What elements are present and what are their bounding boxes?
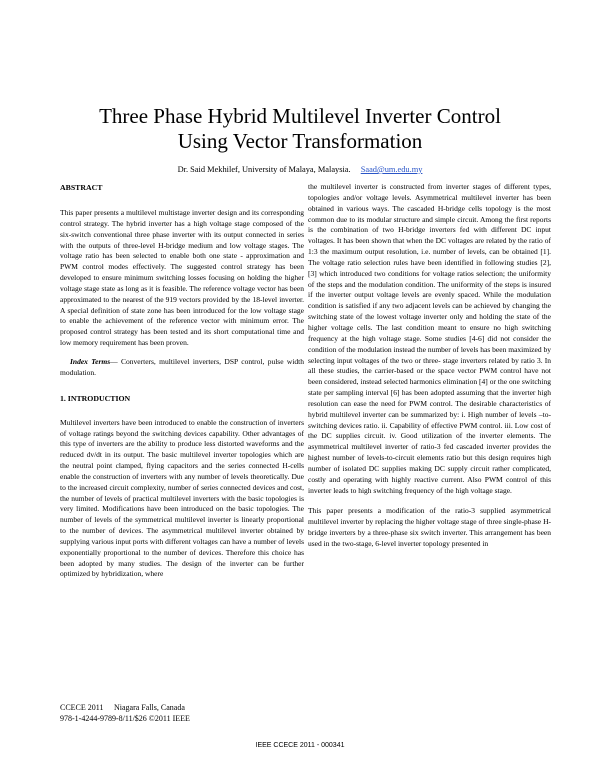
author-email-link[interactable]: Saad@um.edu.my (360, 165, 423, 174)
introduction-body: Multilevel inverters have been introduced to enable the construction of inverters of voltage ratings beyond the switching devices capability. Other advantages of this type of inverters are the ability to produce less distorted waveforms and the reduced dv/dt in its output. The basic multilevel inverter topologies which are the neutral point clamped, flying capacitors and the series connected H-cells enable the construction of inverters with any number of levels theoretically. Due to the increased circuit complexity, number of series connected devices and cost, the number of levels of practical multilevel inverters with the basic topologies is very limited. Modifications have been introduced on the basic topologies. The number of levels of the symmetrical multilevel inverter is linearly proportional to the number of devices. The asymmetrical multilevel inverter obtained by supplying various input ports with different voltages can have a number of levels exponentially proportional to the number of devices. Therefore this choice has been adopted by many studies. The design of the inverter can be further optimized by hybridization, where (60, 417, 304, 579)
paper-title (0, 104, 600, 154)
left-column (60, 182, 304, 580)
abstract-heading: ABSTRACT (60, 183, 103, 192)
conference-location: Niagara Falls, Canada (114, 703, 185, 712)
right-paragraph-2: This paper presents a modification of the ratio-3 supplied asymmetrical multilevel inverter by replacing the higher voltage stage of three single-phase H-bridge inverters by a three-phase six switch inverter. This arrangement has been used in the two-stage, 6-level inverter topology presented in (308, 506, 551, 548)
right-paragraph-1: the multilevel inverter is constructed from inverter stages of different types, topologies and/or voltage levels. Asymmetrical multilevel inverter has been obtained in various ways. The cascaded H-bridge cells topology is the most common due to its modular structure and simple circuit. Among the first reports is the combination of two H-bridge inverters fed with different DC input voltages. It has been shown that when the DC voltages are related by the ratio of 1:3 the maximum output resolution, i.e. number of levels, can be obtained [1]. The voltage ratio selection rules have been identified in following studies [2], [3] which introduced two conditions for voltage ratios selection; the uniformity of the steps and the modulation condition. The uniformity of the steps is insured if the inverter output voltage levels are evenly spaced. While the modulation condition is satisfied if any two adjacent levels can be achieved by changing the switching state of the lowest voltage inverter only and holding the state of the higher voltage cells. The last condition meant to ensure no high switching frequency at the high voltage stage. Some studies [4-6] did not consider the condition of the modulation instead the number of levels has been maximized by selecting input voltages of the two or three- stage inverters related by ratio 3. In all these studies, the carrier-based or the space vector PWM control have not been considered, instead selected harmonics elimination [4] or the one switching state per sampling interval [6] has been adopted assuming that the inverter high resolution can ease the need for PWM control. The desirable characteristics of hybrid multilevel inverter can be summarized by: i. High number of levels –to-switching devices ratio. ii. Capability of effective PWM control. iii. Low cost of the DC supplies circuit. iv. Good utilization of the inverter elements. The asymmetrical multilevel inverter of ratio-3 fed cascaded inverter provides the highest number of levels-to-circuit elements ratio but this design requires high number of isolated DC supplies making DC supply circuit rather complicated, costly and operating with highly reactive current. Also PWM control of this inverter leads to high switching frequency of the high voltage stage. (308, 182, 551, 495)
index-terms (60, 357, 304, 379)
author-line (0, 164, 600, 175)
conference-line (60, 702, 190, 713)
index-terms-label: Index Terms (70, 356, 111, 366)
conference-name: CCECE 2011 (60, 703, 104, 712)
title-line-1: Three Phase Hybrid Multilevel Inverter Control (99, 104, 501, 128)
abstract-body: This paper presents a multilevel multistage inverter design and its corresponding control strategy. The hybrid inverter has a high voltage stage composed of the six-switch conventional three phase inverter with its output connected in series with the outputs of three-level H-bridge medium and low voltage stages. The voltage ratio has been selected to enable both one state - approximation and PWM control modes effectively. The suggested control strategy has been developed to ensure minimum switching losses focusing on holding the higher voltage stage state as long as it is feasible. The reference voltage vector has been approximated to the nearest of the 919 vectors provided by the 18-level inverter. A special definition of state zone has been introduced for the low voltage stage to enable the achievement of the reference vector with minimum error. The proposed control strategy has been tested and its short computational time and low memory requirement has been proven. (60, 208, 304, 348)
author-affiliation: Dr. Said Mekhilef, University of Malaya, Malaysia. (177, 165, 351, 174)
conference-footer (60, 702, 190, 724)
right-column (308, 182, 551, 550)
page-label: IEEE CCECE 2011 - 000341 (255, 742, 345, 749)
title-line-2: Using Vector Transformation (177, 129, 423, 153)
index-terms-text: — Converters, multilevel inverters, DSP control, pulse width modulation. (60, 356, 304, 377)
copyright-line: 978-1-4244-9789-8/11/$26 ©2011 IEEE (60, 714, 190, 723)
introduction-heading: 1. INTRODUCTION (60, 393, 131, 403)
